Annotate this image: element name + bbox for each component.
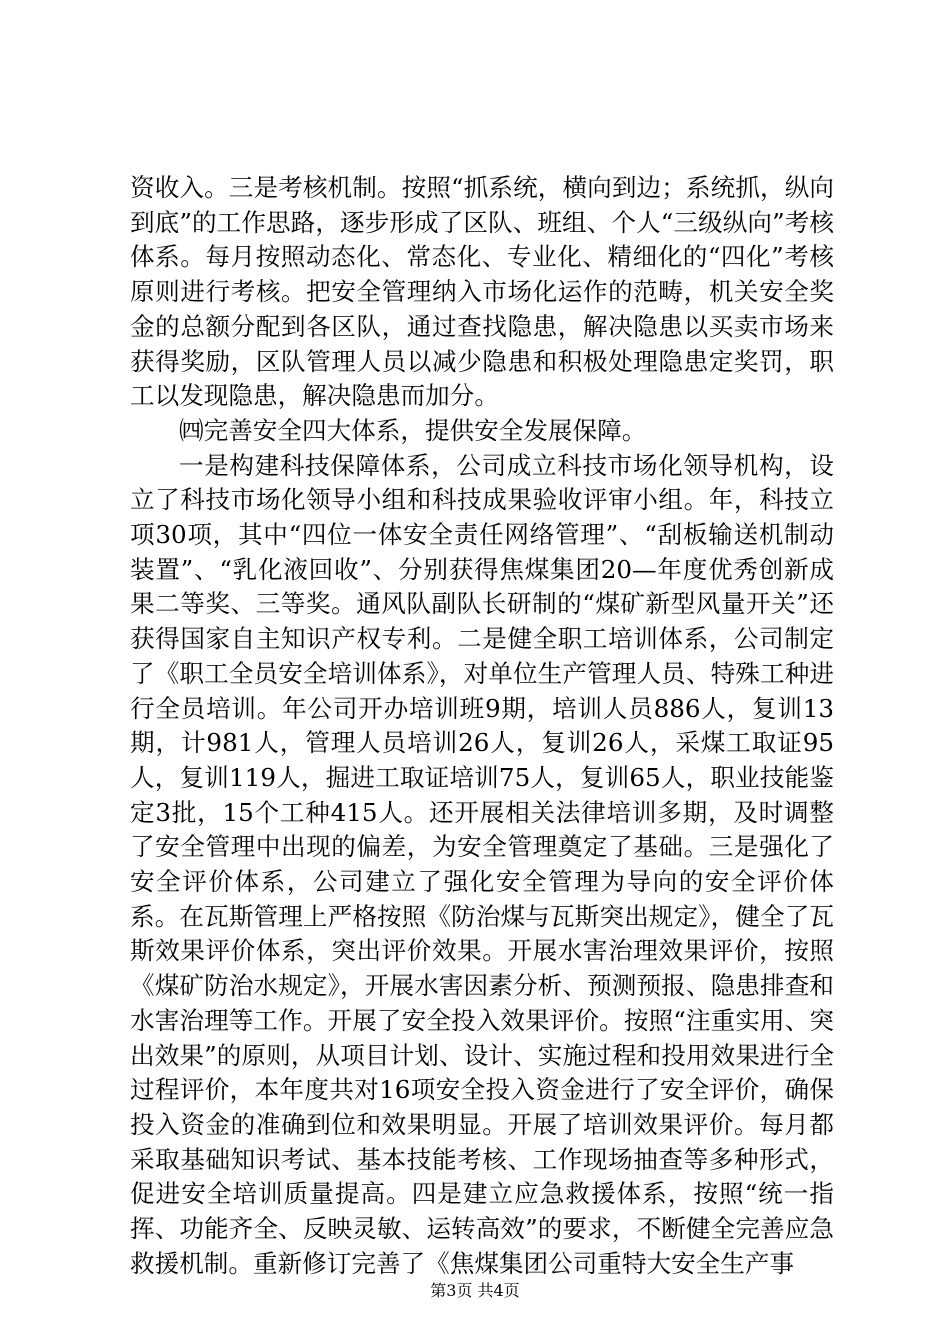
document-body <box>130 171 834 1282</box>
paragraph-four-systems: 一是构建科技保障体系，公司成立科技市场化领导机构，设立了科技市场化领导小组和科技成果验收评审小组。年，科技立项30项，其中“四位一体安全责任网络管理”、“刮板输送机制动装置”、“乳化液回收”、分别获得焦煤集团20—年度优秀创新成果二等奖、三等奖。通风队副队长研制的“煤矿新型风量开关”还获得国家自主知识产权专利。二是健全职工培训体系，公司制定了《职工全员安全培训体系》，对单位生产管理人员、特殊工种进行全员培训。年公司开办培训班9期，培训人员886人，复训13期，计981人，管理人员培训26人，复训26人，采煤工取证95人，复训119人，掘进工取证培训75人，复训65人，职业技能鉴定3批，15个工种415人。还开展相关法律培训多期，及时调整了安全管理中出现的偏差，为安全管理奠定了基础。三是强化了安全评价体系，公司建立了强化安全管理为导向的安全评价体系。在瓦斯管理上严格按照《防治煤与瓦斯突出规定》，健全了瓦斯效果评价体系，突出评价效果。开展水害治理效果评价，按照《煤矿防治水规定》，开展水害因素分析、预测预报、隐患排查和水害治理等工作。开展了安全投入效果评价。按照“注重实用、突出效果”的原则，从项目计划、设计、实施过程和投用效果进行全过程评价，本年度共对16项安全投入资金进行了安全评价，确保投入资金的准确到位和效果明显。开展了培训效果评价。每月都采取基础知识考试、基本技能考核、工作现场抽查等多种形式，促进安全培训质量提高。四是建立应急救援体系，按照“统一指挥、功能齐全、反映灵敏、运转高效”的要求，不断健全完善应急救援机制。重新修订完善了《焦煤集团公司重特大安全生产事 <box>130 450 835 1278</box>
paragraph-assessment-mechanism: 资收入。三是考核机制。按照“抓系统，横向到边；系统抓，纵向到底”的工作思路，逐步形成了区队、班组、个人“三级纵向”考核体系。每月按照动态化、常态化、专业化、精细化的“四化”考核原则进行考核。把安全管理纳入市场化运作的范畴，机关安全奖金的总额分配到各区队，通过查找隐患，解决隐患以买卖市场来获得奖励，区队管理人员以减少隐患和积极处理隐患定奖罚，职工以发现隐患，解决隐患而加分。 <box>130 173 834 411</box>
page-footer: 第3页 共4页 <box>430 1281 520 1300</box>
section-heading-four-systems: ㈣完善安全四大体系，提供安全发展保障。 <box>179 415 647 445</box>
